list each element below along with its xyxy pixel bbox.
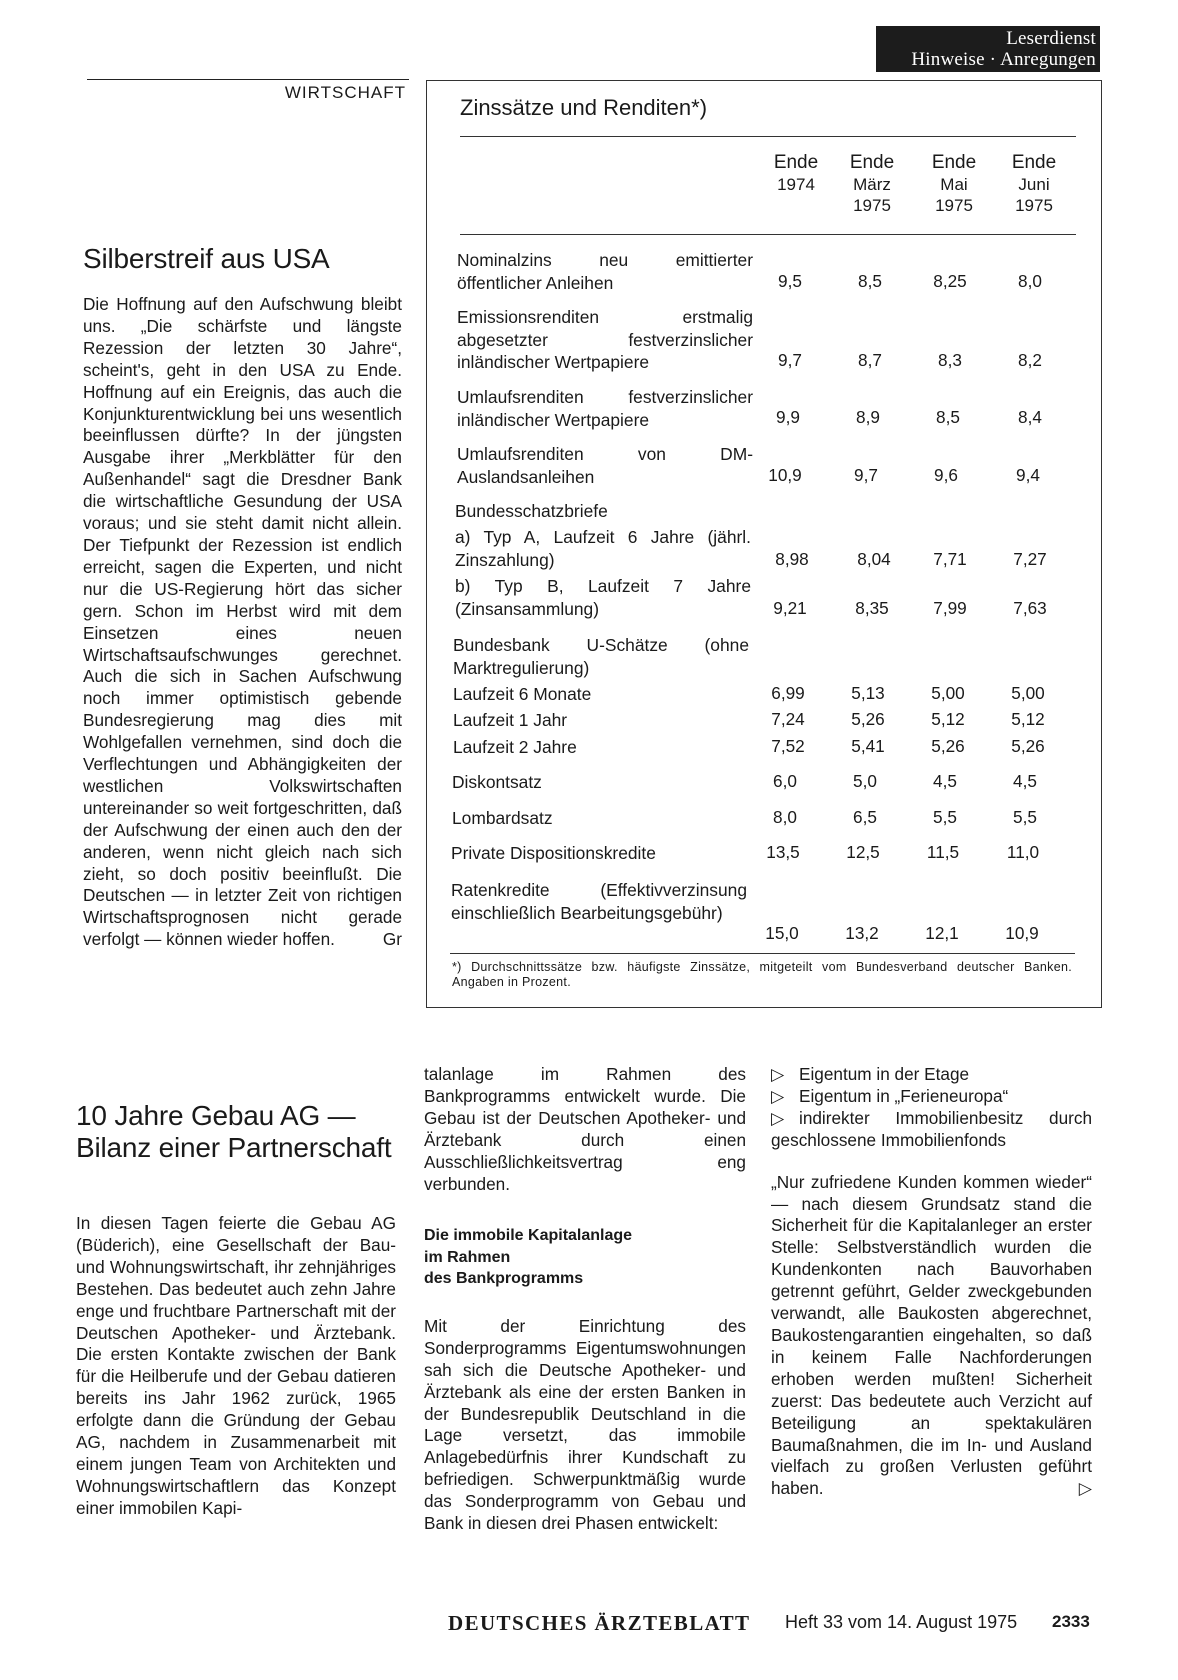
article2-col2-body: Mit der Einrichtung des Sonderprogramms Eigentumswohnungen sah sich die Deutsche Apotheker- und Ärztebank als eine der ersten Banken in der Bundesrepublik Deutschland in die Lage versetzt, das immobile Anlagebedürfnis ihrer Kundschaft zu befriedigen. Schwerpunktmäßig wurde das Sonderprogramm von Gebau und Bank in diesen drei Phasen entwickelt:: [424, 1315, 746, 1534]
table-cell: 5,5: [933, 807, 957, 827]
column-header: Ende Mai 1975: [931, 152, 977, 215]
article2-column3: [771, 1064, 1092, 1500]
table-cell: 10,9: [768, 465, 802, 485]
triangle-arrow-icon: ▷: [771, 1085, 785, 1106]
article1-signature: Gr: [382, 929, 402, 950]
row-label: Nominalzins neu emittierter öffentlicher Anleihen: [457, 250, 753, 293]
table-cell: 8,5: [858, 271, 882, 291]
table-rule-head: [460, 234, 1076, 235]
table-cell: 4,5: [933, 771, 957, 791]
table-cell: 5,00: [931, 683, 965, 703]
table-footnote: *) Durchschnittssätze bzw. häufigste Zinssätze, mitgeteilt vom Bundesverband deutscher Banken. Angaben in Prozent.: [452, 960, 1072, 989]
table-cell: 9,7: [778, 350, 802, 370]
table-cell: 8,2: [1018, 350, 1042, 370]
row-label: Emissionsrenditen erstmalig abgesetzter festverzinslicher inländischer Wertpapiere: [457, 307, 753, 372]
list-item: ▷ Eigentum in „Ferieneuropa“: [771, 1085, 1009, 1106]
table-cell: 6,5: [853, 807, 877, 827]
table-cell: 9,5: [778, 271, 802, 291]
article2-title: 10 Jahre Gebau AG — Bilanz einer Partnerschaft: [76, 1100, 392, 1163]
section-rule: [87, 79, 409, 80]
table-cell: 5,12: [931, 709, 965, 729]
row-label: Ratenkredite (Effektivverzinsung einschließlich Bearbeitungsgebühr): [451, 880, 747, 923]
article2-column2: [424, 1064, 746, 1535]
table-cell: 8,4: [1018, 407, 1042, 427]
article1-body: [83, 294, 402, 951]
table-cell: 9,7: [854, 465, 878, 485]
row-label: Umlaufsrenditen von DM-Auslandsanleihen: [457, 444, 753, 487]
table-cell: 8,5: [936, 407, 960, 427]
table-rule-top: [460, 136, 1076, 137]
table-cell: 13,5: [766, 842, 800, 862]
table-cell: 10,9: [1005, 923, 1039, 943]
table-cell: 8,9: [856, 407, 880, 427]
row-label: Bundesbank U-Schätze (ohne Marktregulierung): [453, 635, 749, 678]
table-cell: 9,21: [773, 598, 807, 618]
row-label: Laufzeit 1 Jahr: [453, 710, 568, 730]
table-cell: 5,13: [851, 683, 885, 703]
table-cell: 7,71: [933, 549, 967, 569]
table-cell: 8,04: [857, 549, 891, 569]
table-cell: 11,5: [926, 842, 960, 862]
table-cell: 5,00: [1011, 683, 1045, 703]
triangle-arrow-icon: ▷: [771, 1064, 785, 1084]
table-cell: 8,3: [938, 350, 962, 370]
table-cell: 6,0: [773, 771, 797, 791]
corner-label-leserdienst: Leserdienst: [1006, 28, 1096, 49]
table-cell: 6,99: [771, 683, 805, 703]
table-cell: 5,0: [853, 771, 877, 791]
row-label: Laufzeit 6 Monate: [453, 684, 592, 704]
table-cell: 9,9: [776, 407, 800, 427]
table-cell: 12,5: [846, 842, 880, 862]
table-cell: 8,35: [855, 598, 889, 618]
table-cell: 8,98: [775, 549, 809, 569]
table-cell: 8,0: [773, 807, 797, 827]
table-cell: 4,5: [1013, 771, 1037, 791]
continue-arrow-icon: ▷: [1078, 1478, 1092, 1499]
article1-title: Silberstreif aus USA: [83, 243, 330, 274]
table-title: Zinssätze und Renditen*): [460, 95, 708, 120]
footer-journal-name: DEUTSCHES ÄRZTEBLATT: [448, 1611, 751, 1635]
list-item: ▷ indirekter Immobilienbesitz durch geschlossene Immobilienfonds: [771, 1107, 1092, 1150]
table-cell: 9,4: [1016, 465, 1040, 485]
table-cell: 12,1: [925, 923, 959, 943]
table-cell: 7,24: [771, 709, 805, 729]
article1-text: Die Hoffnung auf den Aufschwung bleibt uns. „Die schärfste und längste Rezession der letzten 30 Jahre“, scheint's, geht in den USA zu Ende. Hoffnung auf ein Ereignis, das auch die Konjunkturentwicklung bei uns wesentlich beeinflussen dürfte? In der jüngsten Ausgabe ihrer „Merkblätter für den Außenhandel“ sagt die Dresdner Bank die wirtschaftliche Gesundung der USA voraus; und sie steht damit nicht allein. Der Tiefpunkt der Rezession ist endlich erreicht, sagen die Experten, und nicht nur die US-Regierung hört das sicher gern. Schon im Herbst wird mit dem Einsetzen eines neuen Wirtschaftsaufschwunges gerechnet. Auch die sich in Sachen Aufschwung noch immer optimistisch gebende Bundesregierung mag dies mit Wohlgefallen vernehmen, sind doch die Verflechtungen und Abhängigkeiten der westlichen Volkswirtschaften untereinander so weit fortgeschritten, daß der Aufschwung der einen auch den der anderen, wenn nicht gleich nach sich zieht, so doch positiv beeinflußt. Die Deutschen — in letzter Zeit von richtigen Wirtschaftsprognosen nicht gerade verfolgt — können wieder hoffen.: [83, 294, 402, 950]
article2-column1: In diesen Tagen feierte die Gebau AG (Büderich), eine Gesellschaft der Bau- und Wohnungswirtschaft, ihr zehnjähriges Bestehen. Das bedeutet auch zehn Jahre enge und fruchtbare Partnerschaft mit der Deutschen Apotheker- und Ärztebank. Die ersten Kontakte zwischen der Bank für die Heilberufe und der Gebau datieren bereits ins Jahr 1962 zurück, 1965 erfolgte dann die Gründung der Gebau AG, nachdem in Zusammenarbeit mit einem jungen Team von Architekten und Wohnungswirtschaftlern das Konzept einer immobilen Kapi-: [76, 1213, 396, 1518]
article2-subheading: Die immobile Kapitalanlage im Rahmen des Bankprogramms: [424, 1227, 633, 1288]
row-label: Private Dispositionskredite: [451, 843, 656, 863]
table-cell: 7,52: [771, 736, 805, 756]
table-cell: 5,26: [851, 709, 885, 729]
row-label: b) Typ B, Laufzeit 7 Jahre (Zinsansammlung): [455, 576, 751, 619]
column-header: Ende März 1975: [849, 152, 895, 215]
section-corner-box: [876, 26, 1100, 72]
table-cell: 5,26: [1011, 736, 1045, 756]
table-cell: 5,12: [1011, 709, 1045, 729]
table-cell: 13,2: [845, 923, 879, 943]
table-cell: 8,0: [1018, 271, 1042, 291]
article2-col2-intro: talanlage im Rahmen des Bankprogramms entwickelt wurde. Die Gebau ist der Deutschen Apotheker- und Ärztebank durch einen Ausschließlichkeitsvertrag eng verbunden.: [424, 1064, 746, 1194]
table-cell: 7,99: [933, 598, 967, 618]
row-label: Bundesschatzbriefe: [455, 501, 608, 521]
table-rule-foot: [450, 953, 1075, 954]
row-label: a) Typ A, Laufzeit 6 Jahre (jährl. Zinszahlung): [455, 527, 751, 570]
triangle-arrow-icon: ▷: [771, 1107, 785, 1128]
section-label: WIRTSCHAFT: [284, 83, 406, 102]
table-cell: 8,25: [933, 271, 967, 291]
table-cell: 9,6: [934, 465, 958, 485]
table-cell: 15,0: [765, 923, 799, 943]
table-cell: 5,41: [851, 736, 885, 756]
table-cell: 11,0: [1006, 842, 1040, 862]
row-label: Laufzeit 2 Jahre: [453, 737, 577, 757]
page-number: 2333: [1052, 1612, 1090, 1631]
table-cell: 7,63: [1013, 598, 1047, 618]
footer-issue: Heft 33 vom 14. August 1975: [785, 1612, 1018, 1632]
table-cell: 8,7: [858, 350, 882, 370]
table-cell: 5,26: [931, 736, 965, 756]
column-header: Ende Juni 1975: [1011, 152, 1057, 215]
column-header: Ende 1974: [773, 152, 819, 194]
table-cell: 7,27: [1013, 549, 1047, 569]
row-label: Diskontsatz: [452, 772, 542, 792]
article2-col3-body: „Nur zufriedene Kunden kommen wieder“ — nach diesem Grundsatz stand die Sicherheit für die Kapitalanleger an erster Stelle: Selbstverständlich wurden die Kundenkonten nach Bauvorhaben getrennt geführt, Gelder zweckgebunden verwandt, alle Baukosten abgerechnet, Baukostengarantien eingehalten, so daß in keinem Falle Nachforderungen erhoben werden mußten! Sicherheit zuerst: Das bedeutete auch Verzicht auf Beteiligung an spektakulären Baumaßnahmen, die im In- und Ausland vielfach zu großen Verlusten geführt haben.: [771, 1171, 1092, 1499]
list-item: ▷ Eigentum in der Etage: [771, 1064, 970, 1084]
row-label: Umlaufsrenditen festverzinslicher inländischer Wertpapiere: [457, 387, 753, 430]
table-cell: 5,5: [1013, 807, 1037, 827]
corner-label-hinweise: Hinweise · Anregungen: [911, 49, 1096, 70]
row-label: Lombardsatz: [452, 808, 553, 828]
